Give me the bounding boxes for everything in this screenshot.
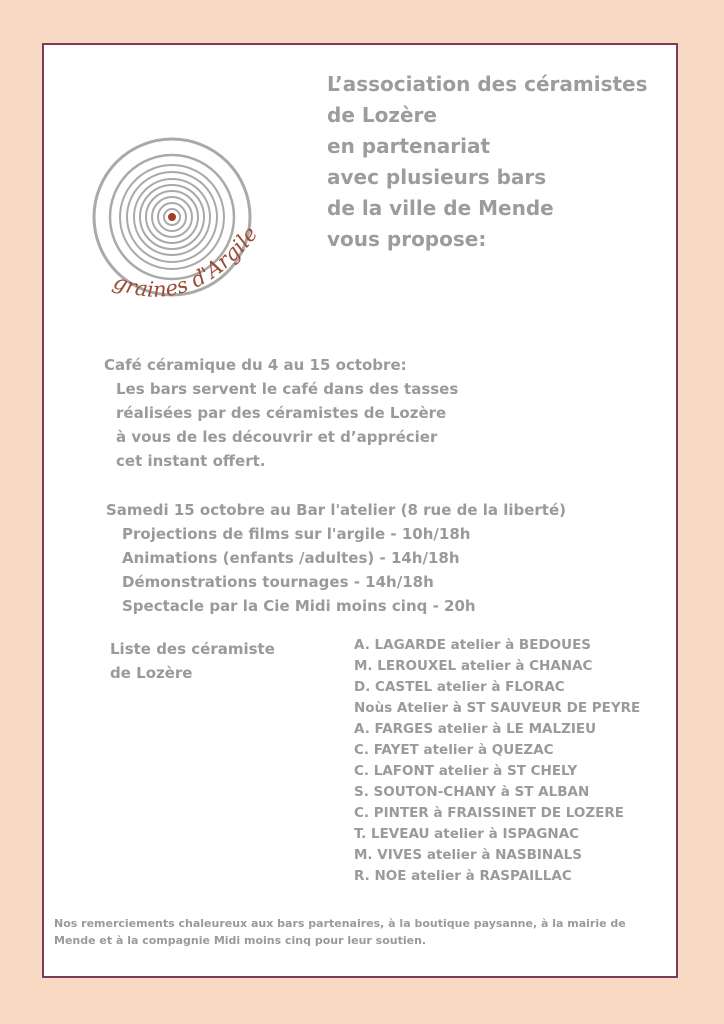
intro-line: de la ville de Mende bbox=[327, 196, 554, 220]
cafe-ceramique-section bbox=[104, 353, 544, 473]
logo-text: graines d'Argile bbox=[110, 221, 263, 302]
list-label-line: de Lozère bbox=[110, 664, 193, 682]
saturday-line: Démonstrations tournages - 14h/18h bbox=[122, 573, 434, 591]
intro-line: vous propose: bbox=[327, 227, 487, 251]
cafe-line: cet instant offert. bbox=[116, 452, 266, 470]
center-dot-icon bbox=[168, 213, 176, 221]
thanks-footer: Nos remerciements chaleureux aux bars partenaires, à la boutique paysanne, à la mairie de Mende et à la compagnie Midi moins cinq pour leur soutien. bbox=[54, 917, 626, 947]
list-item: M. VIVES atelier à NASBINALS bbox=[354, 847, 582, 863]
list-item: T. LEVEAU atelier à ISPAGNAC bbox=[354, 826, 580, 842]
intro-block bbox=[327, 69, 667, 255]
saturday-line: Animations (enfants /adultes) - 14h/18h bbox=[122, 549, 460, 567]
intro-line: avec plusieurs bars bbox=[327, 165, 547, 189]
ceramists-list-label bbox=[110, 637, 330, 685]
cafe-line: à vous de les découvrir et d’apprécier bbox=[116, 428, 438, 446]
intro-line: L’association des céramistes bbox=[327, 72, 648, 96]
list-item: C. FAYET atelier à QUEZAC bbox=[354, 742, 554, 758]
list-item: C. LAFONT atelier à ST CHELY bbox=[354, 763, 578, 779]
list-item: A. FARGES atelier à LE MALZIEU bbox=[354, 721, 597, 737]
intro-line: en partenariat bbox=[327, 134, 491, 158]
saturday-line: Spectacle par la Cie Midi moins cinq - 20h bbox=[122, 597, 476, 615]
list-item: R. NOE atelier à RASPAILLAC bbox=[354, 868, 572, 884]
list-item: M. LEROUXEL atelier à CHANAC bbox=[354, 658, 593, 674]
list-item: A. LAGARDE atelier à BEDOUES bbox=[354, 637, 592, 653]
list-item: C. PINTER à FRAISSINET DE LOZERE bbox=[354, 805, 625, 821]
saturday-line: Projections de films sur l'argile - 10h/18h bbox=[122, 525, 471, 543]
list-label-line: Liste des céramiste bbox=[110, 640, 275, 658]
cafe-line: Les bars servent le café dans des tasses bbox=[116, 380, 459, 398]
flyer-sheet bbox=[42, 43, 678, 978]
cafe-line: réalisées par des céramistes de Lozère bbox=[116, 404, 447, 422]
intro-line: de Lozère bbox=[327, 103, 437, 127]
saturday-section bbox=[106, 498, 646, 618]
graines-dargile-logo bbox=[84, 137, 294, 327]
list-item: Noùs Atelier à ST SAUVEUR DE PEYRE bbox=[354, 700, 641, 716]
list-item: S. SOUTON-CHANY à ST ALBAN bbox=[354, 784, 590, 800]
saturday-title: Samedi 15 octobre au Bar l'atelier (8 rue de la liberté) bbox=[106, 501, 566, 519]
cafe-title: Café céramique du 4 au 15 octobre: bbox=[104, 356, 407, 374]
list-item: D. CASTEL atelier à FLORAC bbox=[354, 679, 565, 695]
ceramists-list bbox=[354, 635, 664, 887]
